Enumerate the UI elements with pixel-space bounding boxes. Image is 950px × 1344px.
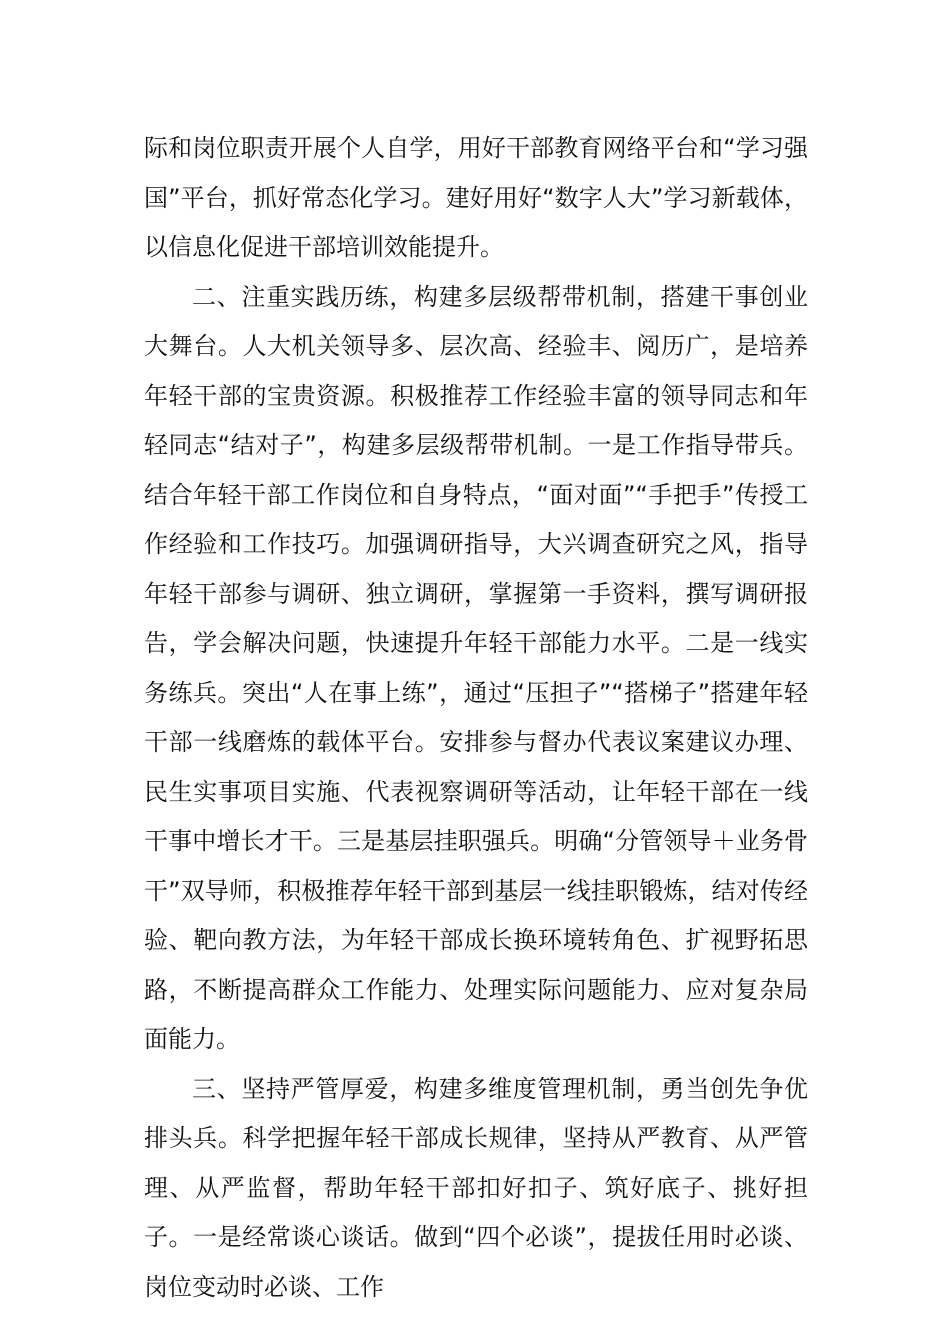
paragraph-continuation: 际和岗位职责开展个人自学，用好干部教育网络平台和“学习强国”平台，抓好常态化学习。建好用好“数字人大”学习新载体，以信息化促进干部培训效能提升。 — [144, 134, 808, 261]
paragraph-section-two: 二、注重实践历练，构建多层级帮带机制，搭建干事创业大舞台。人大机关领导多、层次高、经验丰、阅历广，是培养年轻干部的宝贵资源。积极推荐工作经验丰富的领导同志和年轻同志“结对子”，构建多层级帮带机制。一是工作指导带兵。结合年轻干部工作岗位和自身特点，“面对面”“手把手”传授工作经验和工作技巧。加强调研指导，大兴调查研究之风，指导年轻干部参与调研、独立调研，掌握第一手资料，撰写调研报告，学会解决问题，快速提升年轻干部能力水平。二是一线实务练兵。突出“人在事上练”，通过“压担子”“搭梯子”搭建年轻干部一线磨炼的载体平台。安排参与督办代表议案建议办理、民生实事项目实施、代表视察调研等活动，让年轻干部在一线干事中增长才干。三是基层挂职强兵。明确“分管领导＋业务骨干”双导师，积极推荐年轻干部到基层一线挂职锻炼，结对传经验、靶向教方法，为年轻干部成长换环境转角色、扩视野拓思路，不断提高群众工作能力、处理实际问题能力、应对复杂局面能力。 — [144, 282, 808, 1053]
paragraph-section-three: 三、坚持严管厚爱，构建多维度管理机制，勇当创先争优排头兵。科学把握年轻干部成长规律，坚持从严教育、从严管理、从严监督，帮助年轻干部扣好扣子、筑好底子、挑好担子。一是经常谈心谈话。做到“四个必谈”，提拔任用时必谈、岗位变动时必谈、工作 — [144, 1074, 808, 1301]
document-body — [144, 124, 808, 1312]
